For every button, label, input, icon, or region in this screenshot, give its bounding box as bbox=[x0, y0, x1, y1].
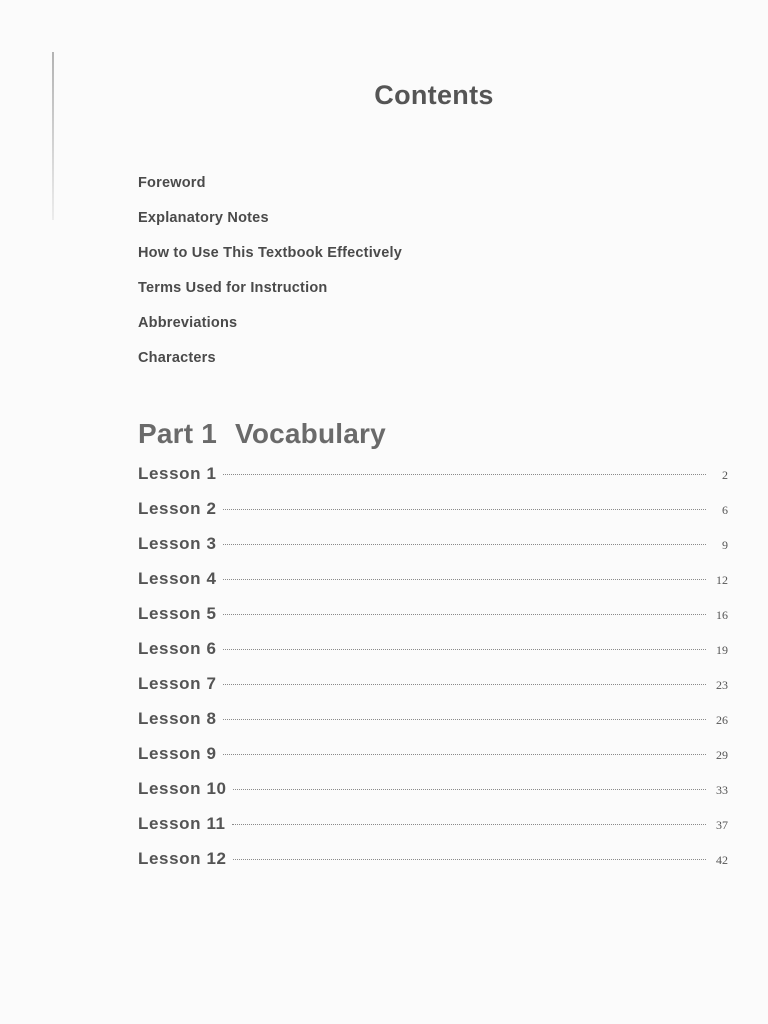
dot-leader bbox=[223, 684, 707, 685]
page-number: 37 bbox=[716, 818, 728, 832]
dot-leader bbox=[223, 544, 707, 545]
toc-entry-lesson-1[interactable] bbox=[138, 464, 728, 499]
dot-leader bbox=[223, 614, 707, 615]
page-number: 19 bbox=[716, 643, 728, 657]
dot-leader bbox=[223, 719, 707, 720]
lesson-name: Lesson 9 bbox=[138, 744, 217, 763]
toc-entry-lesson-12[interactable] bbox=[138, 849, 728, 884]
page-number: 16 bbox=[716, 608, 728, 622]
page-number: 6 bbox=[722, 503, 728, 517]
front-matter-item[interactable]: Explanatory Notes bbox=[138, 210, 269, 226]
dot-leader bbox=[223, 754, 707, 755]
lesson-list bbox=[138, 464, 728, 884]
page-number: 12 bbox=[716, 573, 728, 587]
page-number: 23 bbox=[716, 678, 728, 692]
lesson-name: Lesson 5 bbox=[138, 604, 217, 623]
front-matter-item[interactable]: Abbreviations bbox=[138, 315, 238, 331]
front-matter-item[interactable]: Characters bbox=[138, 350, 216, 366]
page-title: Contents bbox=[374, 80, 494, 110]
toc-entry-lesson-3[interactable] bbox=[138, 534, 728, 569]
lesson-name: Lesson 7 bbox=[138, 674, 217, 693]
part-heading bbox=[138, 418, 386, 450]
lesson-name: Lesson 2 bbox=[138, 499, 217, 518]
toc-entry-lesson-6[interactable] bbox=[138, 639, 728, 674]
front-matter-list bbox=[138, 175, 402, 385]
dot-leader bbox=[233, 859, 706, 860]
toc-entry-lesson-8[interactable] bbox=[138, 709, 728, 744]
front-matter-item[interactable]: How to Use This Textbook Effectively bbox=[138, 245, 402, 261]
front-matter-item[interactable]: Foreword bbox=[138, 175, 206, 191]
dot-leader bbox=[223, 509, 707, 510]
page-number: 42 bbox=[716, 853, 728, 867]
part-title: Vocabulary bbox=[235, 418, 386, 449]
toc-entry-lesson-9[interactable] bbox=[138, 744, 728, 779]
page-number: 2 bbox=[722, 468, 728, 482]
toc-entry-lesson-2[interactable] bbox=[138, 499, 728, 534]
dot-leader bbox=[223, 474, 707, 475]
toc-entry-lesson-4[interactable] bbox=[138, 569, 728, 604]
lesson-name: Lesson 6 bbox=[138, 639, 217, 658]
part-number: Part 1 bbox=[138, 418, 218, 449]
dot-leader bbox=[223, 579, 707, 580]
lesson-name: Lesson 11 bbox=[138, 814, 226, 833]
page-number: 9 bbox=[722, 538, 728, 552]
toc-entry-lesson-10[interactable] bbox=[138, 779, 728, 814]
lesson-name: Lesson 10 bbox=[138, 779, 227, 798]
lesson-name: Lesson 12 bbox=[138, 849, 227, 868]
lesson-name: Lesson 3 bbox=[138, 534, 217, 553]
lesson-name: Lesson 4 bbox=[138, 569, 217, 588]
page-number: 29 bbox=[716, 748, 728, 762]
dot-leader bbox=[232, 824, 706, 825]
dot-leader bbox=[223, 649, 707, 650]
toc-entry-lesson-11[interactable] bbox=[138, 814, 728, 849]
lesson-name: Lesson 8 bbox=[138, 709, 217, 728]
lesson-name: Lesson 1 bbox=[138, 464, 217, 483]
scan-edge-mark bbox=[52, 52, 54, 220]
toc-entry-lesson-7[interactable] bbox=[138, 674, 728, 709]
dot-leader bbox=[233, 789, 706, 790]
page-number: 33 bbox=[716, 783, 728, 797]
toc-entry-lesson-5[interactable] bbox=[138, 604, 728, 639]
front-matter-item[interactable]: Terms Used for Instruction bbox=[138, 280, 328, 296]
page-number: 26 bbox=[716, 713, 728, 727]
